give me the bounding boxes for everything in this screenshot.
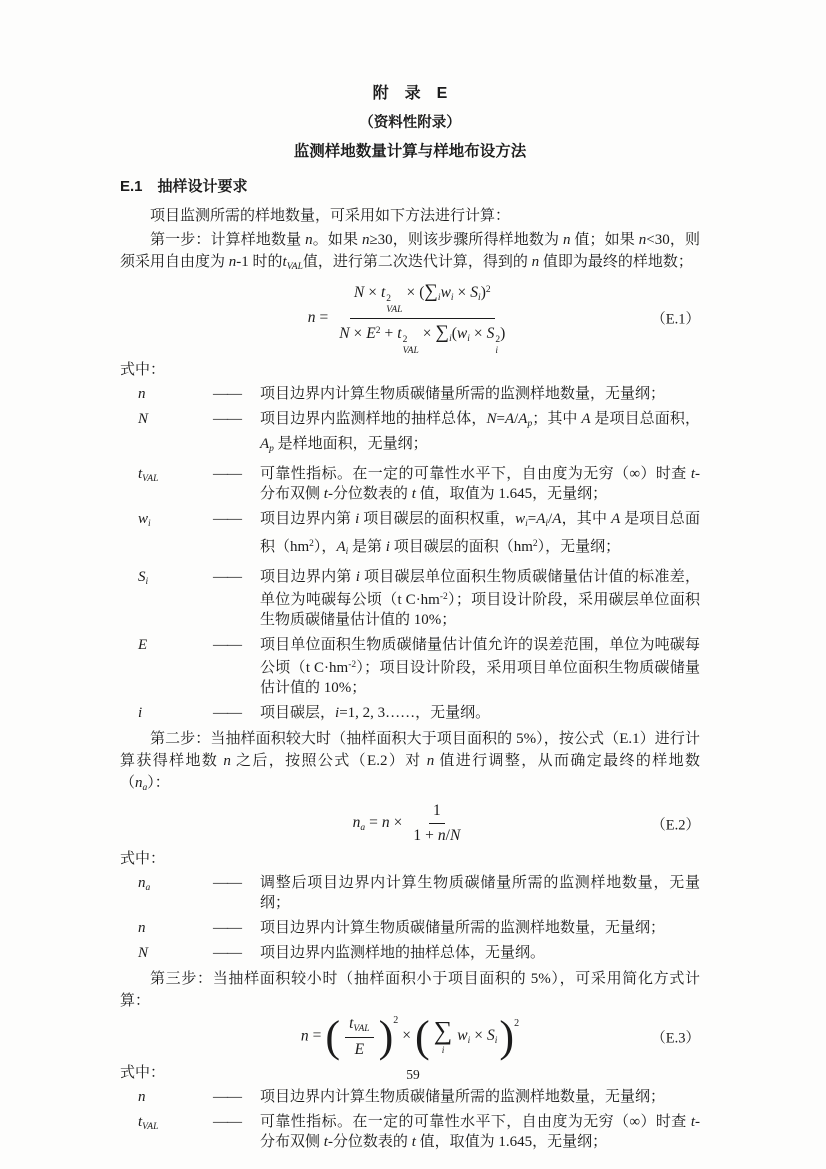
definition-row [120, 703, 700, 723]
definition-dash: —— [213, 705, 241, 722]
where-label-2: 式中： [120, 851, 166, 867]
definition-dash: —— [213, 636, 241, 653]
definition-row [120, 918, 700, 938]
section-heading: E.1 抽样设计要求 [120, 178, 248, 195]
definition-symbol: tVAL [138, 465, 159, 484]
definition-row [120, 873, 700, 913]
definition-list-1 [120, 384, 700, 723]
formula-e3 [120, 1012, 700, 1062]
definition-symbol: i [138, 705, 143, 722]
where-label-1: 式中： [120, 362, 166, 379]
step1-paragraph: 第一步：计算样地数量 n。如果 n≥30，则该步骤所得样地数为 n 值；如果 n<30，则须采用自由度为 n-1 时的tVAL值，进行第二次迭代计算，得到的 n 值即为最终的样地数； [120, 232, 700, 272]
definition-text: 项目边界内计算生物质碳储量所需的监测样地数量，无量纲； [260, 386, 666, 403]
definition-symbol: Si [138, 568, 149, 587]
definition-text: 项目边界内第 i 项目碳层单位面积生物质碳储量估计值的标准差，单位为吨碳每公顷（t $C\cdot hm^{-2}$）；项目设计阶段，采用碳层单位面积生物质碳储量估计值的 10%； [260, 568, 700, 628]
definition-row [120, 384, 700, 404]
appendix-note: （资料性附录） [359, 115, 461, 131]
definition-symbol: E [138, 636, 148, 653]
definition-text: 项目边界内监测样地的抽样总体，无量纲。 [260, 945, 546, 961]
definition-dash: —— [213, 465, 241, 482]
formula-e1-label: （E.1） [651, 311, 700, 328]
definition-dash: —— [213, 1113, 241, 1130]
definition-text: 项目单位面积生物质碳储量估计值允许的误差范围，单位为吨碳每公顷（t $C\cdot hm^{-2}$）；项目设计阶段，采用项目单位面积生物质碳储量估计值的 10%； [260, 636, 700, 697]
formula-e2-expression: na = n × $\frac{1}{1 + n/N}$ [352, 802, 461, 844]
where-label-3: 式中： [120, 1064, 166, 1081]
definition-dash: —— [213, 386, 241, 403]
definition-list-2 [120, 873, 700, 963]
definition-row [120, 943, 700, 963]
formula-e2-label: （E.2） [651, 817, 700, 833]
formula-e1-expression: n = N × t 2 VAL × $(\sum iwi \times Si)^2$ $N \times E^2 + t$ 2 VAL × ∑i(wi × S 2 i ) [307, 280, 506, 356]
definition-text: 项目边界内监测样地的抽样总体，N=A/Ap；其中 A 是项目总面积，Ap 是样地面积，无量纲； [260, 411, 700, 454]
definition-row [120, 1112, 700, 1152]
definition-symbol: na [138, 875, 151, 893]
definition-symbol: n [138, 1088, 146, 1105]
definition-dash: —— [213, 510, 241, 527]
definition-dash: —— [213, 945, 241, 961]
definition-dash: —— [213, 875, 241, 891]
definition-text: 可靠性指标。在一定的可靠性水平下，自由度为无穷（∞）时查 t-分布双侧 t-分位数表的 t 值，取值为 1.645，无量纲； [260, 1113, 700, 1150]
definition-row [120, 409, 700, 459]
definition-text: 项目边界内计算生物质碳储量所需的监测样地数量，无量纲； [260, 920, 666, 936]
definition-symbol: N [138, 411, 149, 428]
definition-row [120, 635, 700, 698]
appendix-title: 附 录 E [372, 85, 448, 102]
definition-symbol: N [138, 945, 149, 961]
page-number: 59 [406, 1067, 420, 1082]
intro-paragraph: 项目监测所需的样地数量，可采用如下方法进行计算： [150, 208, 511, 224]
definition-text: 项目边界内第 i 项目碳层的面积权重，wi=Ai/A，其中 A 是项目总面积$(hm^2)$，Ai 是第 i 项目碳层的面积$(hm^2)$，无量纲； [260, 510, 700, 557]
definition-dash: —— [213, 1088, 241, 1105]
definition-row [120, 464, 700, 504]
definition-row [120, 1087, 700, 1107]
definition-text: 项目边界内计算生物质碳储量所需的监测样地数量，无量纲； [260, 1088, 666, 1105]
definition-dash: —— [213, 568, 241, 585]
definition-list-3 [120, 1087, 700, 1152]
definition-symbol: wi [138, 510, 151, 529]
definition-row [120, 567, 700, 630]
formula-e3-label: （E.3） [651, 1030, 700, 1047]
formula-e1 [120, 281, 700, 356]
definition-text: 项目碳层，i=1, 2, 3……，无量纲。 [260, 705, 491, 722]
formula-e2 [120, 802, 700, 845]
formula-e3-expression: n = ( tVAL E ) 2 × ( ∑ i wi × Si ) 2 [300, 1012, 520, 1062]
definition-symbol: tVAL [138, 1113, 159, 1132]
definition-symbol: n [138, 386, 146, 403]
definition-dash: —— [213, 411, 241, 428]
definition-symbol: n [138, 920, 146, 936]
step2-paragraph: 第二步：当抽样面积较大时（抽样面积大于项目面积的 5%），按公式（E.1）进行计算获得样地数 n 之后，按照公式（E.2）对 n 值进行调整，从而确定最终的样地数（na）： [120, 731, 700, 793]
definition-text: 可靠性指标。在一定的可靠性水平下，自由度为无穷（∞）时查 t-分布双侧 t-分位数表的 t 值，取值为 1.645，无量纲； [260, 465, 700, 502]
definition-dash: —— [213, 920, 241, 936]
step3-paragraph: 第三步：当抽样面积较小时（抽样面积小于项目面积的 5%），可采用简化方式计算： [120, 971, 700, 1009]
appendix-subject: 监测样地数量计算与样地布设方法 [293, 143, 527, 160]
definition-row [120, 509, 700, 562]
definition-text: 调整后项目边界内计算生物质碳储量所需的监测样地数量，无量纲； [260, 875, 700, 911]
